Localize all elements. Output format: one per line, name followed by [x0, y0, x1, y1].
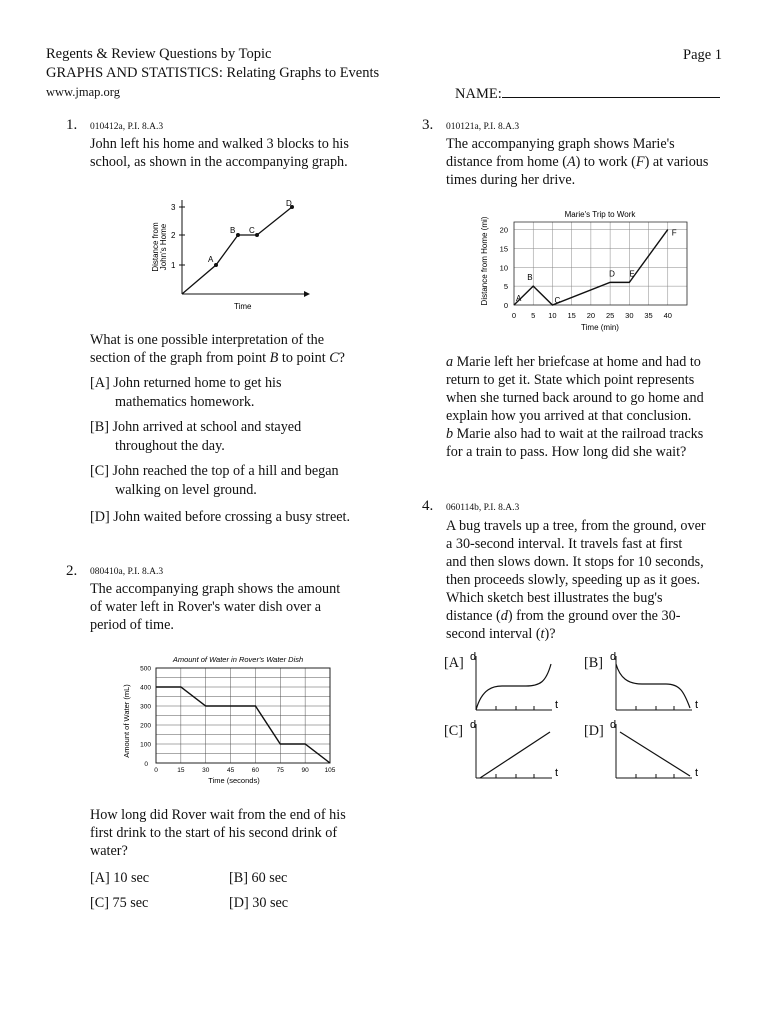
q1-point-label: B: [230, 226, 236, 235]
header-subtitle: GRAPHS AND STATISTICS: Relating Graphs to Events: [46, 65, 380, 81]
x-tick-label: 25: [605, 311, 615, 320]
x-tick-label: 60: [251, 767, 260, 774]
x-tick-label: 20: [586, 311, 596, 320]
curve: [620, 732, 690, 776]
q2-question-line: How long did Rover wait from the end of his: [90, 807, 346, 823]
x-tick-label: 15: [567, 311, 576, 320]
y-tick-label: 100: [140, 741, 151, 749]
q4-option-c-label[interactable]: [C]: [444, 723, 463, 739]
q2-option-a[interactable]: [A] 10 sec: [90, 870, 150, 886]
q3-text-line: times during her drive.: [446, 172, 576, 188]
q1-point-label: C: [249, 226, 255, 235]
x-tick-label: 105: [324, 767, 336, 774]
q2-option-b[interactable]: [B] 60 sec: [229, 870, 288, 886]
q1-point-label: A: [208, 255, 214, 264]
option-label: [D]: [90, 509, 110, 525]
y-tick-label: 300: [140, 703, 151, 711]
q1-line: [182, 207, 292, 294]
q3-part-b: b Marie also had to wait at the railroad tracks: [446, 426, 704, 442]
curve: [476, 664, 551, 710]
water-chart-xlabel: Time (seconds): [208, 776, 260, 785]
q1-option-c-cont: walking on level ground.: [115, 482, 257, 498]
option-label: [C]: [90, 895, 109, 911]
q4-sketch-d[interactable]: [608, 716, 708, 784]
y-tick-label: 200: [140, 722, 151, 730]
point-label: A: [516, 294, 522, 303]
q1-ytick-label: 2: [171, 231, 176, 240]
x-tick-label: 75: [276, 767, 284, 774]
q1-option-d[interactable]: [D] John waited before crossing a busy street.: [90, 509, 351, 525]
q1-code: 010412a, P.I. 8.A.3: [90, 122, 164, 132]
d-axis-label: d: [610, 719, 617, 731]
q3-text-line: The accompanying graph shows Marie's: [446, 136, 675, 152]
y-tick-label: 10: [499, 263, 508, 273]
q3-part-a-line: when she turned back around to go home and: [446, 390, 704, 406]
x-tick-label: 10: [548, 311, 557, 320]
d-axis-label: d: [610, 651, 617, 663]
option-label: [D]: [229, 895, 249, 911]
x-tick-label: 30: [625, 311, 634, 320]
q3-part-a-line: return to get it. State which point represents: [446, 372, 695, 388]
q3-text-line: distance from home (A) to work (F) at various: [446, 154, 709, 170]
q1-question-line: section of the graph from point B to point C?: [90, 350, 345, 366]
d-axis-label: d: [470, 719, 477, 731]
q2-question-line: water?: [90, 843, 128, 859]
t-axis-label: t: [555, 767, 559, 779]
x-tick-label: 35: [644, 311, 653, 320]
y-tick-label: 0: [503, 301, 508, 310]
x-tick-label: 45: [226, 767, 235, 774]
name-field[interactable]: [455, 82, 720, 104]
q2-text-line: The accompanying graph shows the amount: [90, 581, 341, 597]
q1-point: [255, 233, 259, 237]
q3-code: 010121a, P.I. 8.A.3: [446, 122, 520, 132]
x-tick-label: 30: [202, 767, 210, 774]
t-axis-label: t: [555, 699, 559, 711]
q2-option-d[interactable]: [D] 30 sec: [229, 895, 289, 911]
name-label: NAME:: [455, 86, 502, 102]
q4-number: 4.: [422, 498, 434, 514]
y-tick-label: 20: [499, 225, 508, 235]
q1-question-line: What is one possible interpretation of the: [90, 332, 325, 348]
marie-chart-ylabel: Distance from Home (mi): [480, 216, 489, 306]
point-label: E: [629, 269, 635, 279]
point-label: C: [554, 296, 561, 305]
q1-point: [236, 233, 240, 237]
q1-ylabel: John's Home: [159, 223, 168, 271]
x-tick-label: 5: [531, 311, 536, 320]
q1-point: [214, 263, 218, 267]
q1-ytick-label: 3: [171, 203, 176, 212]
q3-number: 3.: [422, 117, 434, 133]
option-label: [C]: [90, 463, 109, 479]
point-label: D: [609, 269, 615, 279]
q1-ylabel: Distance from: [151, 222, 160, 272]
x-tick-label: 40: [663, 311, 672, 320]
q2-question-line: first drink to the start of his second drink of: [90, 825, 338, 841]
q4-text-line: then proceeds slowly, speeding up as it goes.: [446, 572, 701, 588]
q1-option-a-cont: mathematics homework.: [115, 394, 255, 410]
q2-option-c[interactable]: [C] 75 sec: [90, 895, 149, 911]
y-tick-label: 500: [140, 665, 151, 673]
y-tick-label: 400: [140, 684, 151, 692]
q4-sketch-a[interactable]: [468, 648, 568, 716]
q4-option-b-label[interactable]: [B]: [584, 655, 603, 671]
x-tick-label: 15: [177, 767, 185, 774]
q3-part-a-line: explain how you arrived at that conclusion.: [446, 408, 692, 424]
q4-sketch-c[interactable]: [468, 716, 568, 784]
q4-text-line: A bug travels up a tree, from the ground, over: [446, 518, 706, 534]
q1-point-label: D: [286, 199, 292, 208]
header-site: www.jmap.org: [46, 85, 120, 99]
q1-text-line: John left his home and walked 3 blocks to his: [90, 136, 349, 152]
q1-option-b[interactable]: [B] John arrived at school and stayed: [90, 419, 302, 435]
marie-chart: [476, 204, 691, 336]
option-label: [B]: [90, 419, 109, 435]
q4-text-line: distance (d) from the ground over the 30-: [446, 608, 681, 624]
q1-x-arrow: [304, 291, 310, 297]
x-tick-label: 0: [154, 767, 158, 774]
q4-code: 060114b, P.I. 8.A.3: [446, 503, 520, 513]
water-chart-title: Amount of Water in Rover's Water Dish: [172, 655, 304, 664]
header-title: Regents & Review Questions by Topic: [46, 46, 272, 62]
q3-part-b-line: for a train to pass. How long did she wait?: [446, 444, 687, 460]
q4-text-line: a 30-second interval. It travels fast at first: [446, 536, 683, 552]
q2-text-line: period of time.: [90, 617, 174, 633]
curve: [480, 732, 550, 778]
water-chart: [118, 650, 344, 786]
q4-text-line: second interval (t)?: [446, 626, 556, 642]
q1-option-c[interactable]: [C] John reached the top of a hill and began: [90, 463, 339, 479]
option-label: [B]: [229, 870, 248, 886]
water-chart-ylabel: Amount of Water (mL): [122, 684, 131, 758]
q3-part-a: a Marie left her briefcase at home and had to: [446, 354, 701, 370]
point-label: F: [671, 228, 677, 238]
q1-text-line: school, as shown in the accompanying graph.: [90, 154, 348, 170]
q4-text-line: and then slows down. It stops for 10 seconds,: [446, 554, 704, 570]
y-tick-label: 0: [144, 761, 148, 768]
q2-code: 080410a, P.I. 8.A.3: [90, 567, 164, 577]
point-label: B: [527, 273, 533, 283]
q4-option-d-label[interactable]: [D]: [584, 723, 604, 739]
d-axis-label: d: [470, 651, 477, 663]
q1-ytick-label: 1: [171, 261, 176, 270]
x-tick-label: 0: [511, 311, 517, 320]
option-label: [A]: [90, 375, 110, 391]
q4-option-a-label[interactable]: [A]: [444, 655, 464, 671]
q1-option-a[interactable]: [A] John returned home to get his: [90, 375, 282, 391]
marie-chart-xlabel: Time (min): [581, 323, 619, 332]
q1-graph: [150, 192, 310, 314]
q1-number: 1.: [66, 117, 78, 133]
name-line[interactable]: [502, 82, 720, 98]
page-number: Page 1: [683, 47, 723, 63]
t-axis-label: t: [695, 767, 699, 779]
q1-option-b-cont: throughout the day.: [115, 438, 225, 454]
y-tick-label: 15: [499, 244, 508, 254]
option-label: [A]: [90, 870, 110, 886]
x-tick-label: 90: [301, 767, 309, 774]
q4-text-line: Which sketch best illustrates the bug's: [446, 590, 663, 606]
t-axis-label: t: [695, 699, 699, 711]
q4-sketch-b[interactable]: [608, 648, 708, 716]
curve: [616, 664, 690, 708]
q2-number: 2.: [66, 563, 78, 579]
q1-xlabel: Time: [234, 302, 252, 311]
marie-chart-title: Marie's Trip to Work: [564, 210, 636, 219]
q2-text-line: of water left in Rover's water dish over a: [90, 599, 322, 615]
y-tick-label: 5: [503, 282, 508, 292]
